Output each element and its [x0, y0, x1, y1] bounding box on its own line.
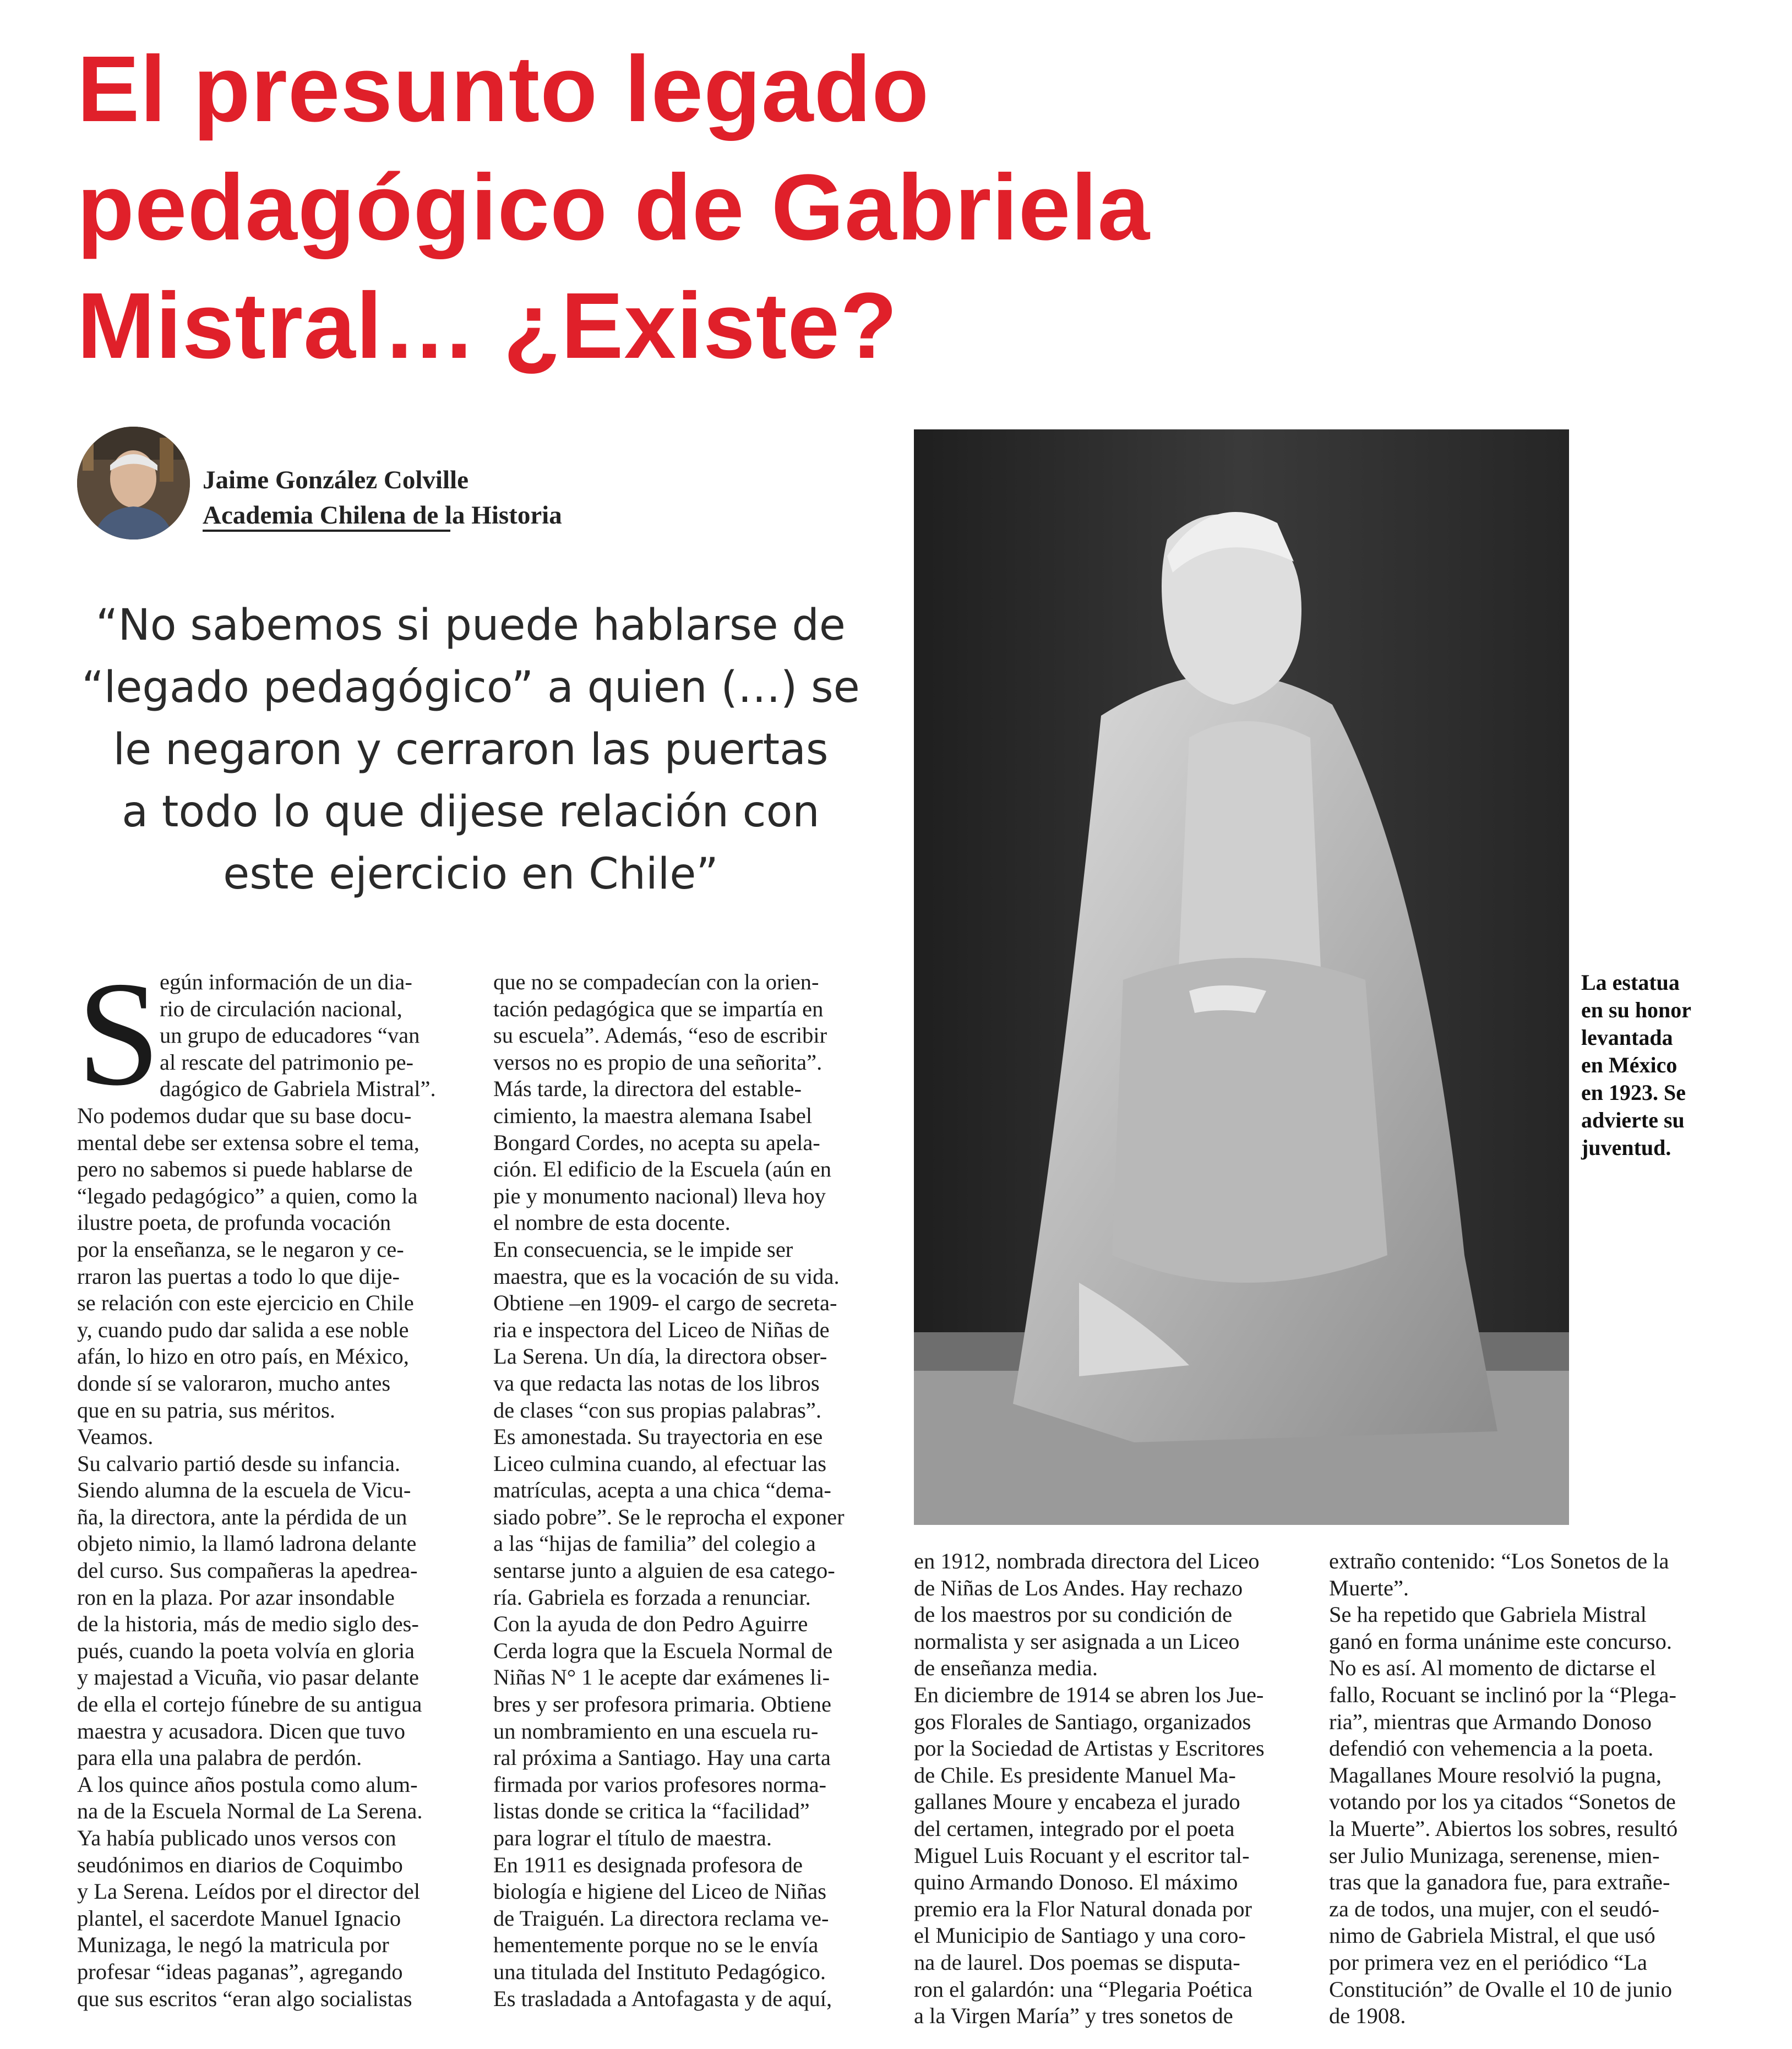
article-line: de ella el cortejo fúnebre de su antigua [77, 1692, 422, 1717]
article-line: Liceo culmina cuando, al efectuar las [493, 1451, 826, 1476]
caption-line: advierte su [1581, 1108, 1685, 1132]
article-line: sentarse junto a alguien de esa catego- [493, 1558, 835, 1583]
article-line: de los maestros por su condición de [914, 1602, 1233, 1627]
article-line: za de todos, una mujer, con el seudó- [1329, 1896, 1660, 1921]
article-line: Niñas N° 1 le acepte dar exámenes li- [493, 1665, 830, 1690]
article-line: un grupo de educadores “van [160, 1023, 420, 1048]
article-line: La Serena. Un día, la directora obser- [493, 1344, 827, 1369]
article-line: En diciembre de 1914 se abren los Jue- [914, 1682, 1264, 1707]
headline [77, 30, 1398, 385]
article-line: pie y monumento nacional) lleva hoy [493, 1183, 826, 1208]
article-line: por la Sociedad de Artistas y Escritores [914, 1736, 1265, 1761]
article-column-1 [77, 969, 471, 2012]
article-line: y majestad a Vicuña, vio pasar delante [77, 1665, 419, 1690]
article-line: y, cuando pudo dar salida a ese noble [77, 1317, 409, 1342]
article-line: No podemos dudar que su base docu- [77, 1103, 412, 1128]
article-line: por primera vez en el periódico “La [1329, 1949, 1647, 1975]
article-line: matrículas, acepta a una chica “dema- [493, 1478, 831, 1503]
article-line: por la enseñanza, se le negaron y ce- [77, 1236, 404, 1262]
article-line: va que redacta las notas de los libros [493, 1370, 820, 1396]
article-line: defendió con vehemencia a la poeta. [1329, 1736, 1654, 1761]
article-line: na de la Escuela Normal de La Serena. [77, 1799, 423, 1824]
article-column-2 [493, 969, 887, 2012]
author-portrait-icon [77, 427, 190, 540]
pull-quote-line: “legado pedagógico” a quien (…) se [81, 663, 860, 712]
article-line: bres y ser profesora primaria. Obtiene [493, 1692, 832, 1717]
article-line: En 1911 es designada profesora de [493, 1852, 803, 1877]
article-line: fallo, Rocuant se inclinó por la “Plega- [1329, 1682, 1676, 1707]
article-line: Cerda logra que la Escuela Normal de [493, 1638, 833, 1663]
article-line: Ya había publicado unos versos con [77, 1825, 396, 1850]
article-line: ria”, mientras que Armando Donoso [1329, 1709, 1652, 1734]
article-line: donde sí se valoraron, mucho antes [77, 1370, 391, 1396]
article-line: maestra, que es la vocación de su vida. [493, 1263, 840, 1289]
pull-quote-line: le negaron y cerraron las puertas [113, 725, 829, 775]
article-line: tación pedagógica que se impartía en [493, 996, 824, 1021]
article-line: biología e higiene del Liceo de Niñas [493, 1879, 827, 1904]
article-line: Es trasladada a Antofagasta y de aquí, [493, 1986, 832, 2011]
article-line: del certamen, integrado por el poeta [914, 1816, 1235, 1841]
article-line: Constitución” de Ovalle el 10 de junio [1329, 1976, 1673, 2002]
article-line: ción. El edificio de la Escuela (aún en [493, 1157, 831, 1182]
article-line: “legado pedagógico” a quien, como la [77, 1183, 418, 1208]
article-line: ron el galardón: una “Plegaria Poética [914, 1976, 1253, 2002]
article-line: listas donde se critica la “facilidad” [493, 1799, 810, 1824]
article-line: Bongard Cordes, no acepta su apela- [493, 1130, 820, 1155]
article-line: el nombre de esta docente. [493, 1210, 731, 1235]
article-line: rio de circulación nacional, [160, 996, 402, 1021]
article-line: seudónimos en diarios de Coquimbo [77, 1852, 403, 1877]
article-line: tras que la ganadora fue, para extrañe- [1329, 1870, 1670, 1895]
article-line: de Chile. Es presidente Manuel Ma- [914, 1762, 1236, 1788]
article-line: Con la ayuda de don Pedro Aguirre [493, 1611, 808, 1637]
article-line: de Niñas de Los Andes. Hay rechazo [914, 1575, 1243, 1600]
headline-line: Mistral… ¿Existe? [77, 274, 898, 378]
article-line: del curso. Sus compañeras la apedrea- [77, 1558, 418, 1583]
article-line: ña, la directora, ante la pérdida de un [77, 1504, 407, 1529]
article-line: ron en la plaza. Por azar insondable [77, 1584, 395, 1610]
headline-line: El presunto legado [77, 37, 930, 141]
article-line: profesar “ideas paganas”, agregando [77, 1959, 403, 1984]
article-line: cimiento, la maestra alemana Isabel [493, 1103, 813, 1128]
pull-quote-line: “No sabemos si puede hablarse de [96, 601, 846, 650]
article-line: Es amonestada. Su trayectoria en ese [493, 1424, 823, 1449]
article-line: versos no es propio de una señorita”. [493, 1049, 823, 1075]
article-line: premio era la Flor Natural donada por [914, 1896, 1252, 1921]
author-name: Jaime González Colville [203, 466, 469, 494]
headline-line: pedagógico de Gabriela [77, 155, 1151, 260]
article-line: votando por los ya citados “Sonetos de [1329, 1789, 1676, 1814]
article-column-3 [914, 1548, 1305, 2030]
caption-line: juventud. [1581, 1135, 1671, 1160]
article-line: maestra y acusadora. Dicen que tuvo [77, 1718, 406, 1743]
article-line: ral próxima a Santiago. Hay una carta [493, 1745, 831, 1770]
article-line: Su calvario partió desde su infancia. [77, 1451, 401, 1476]
article-line: siado pobre”. Se le reprocha el exponer [493, 1504, 845, 1529]
article-line: firmada por varios profesores norma- [493, 1772, 827, 1797]
article-line: rraron las puertas a todo lo que dije- [77, 1263, 400, 1289]
article-line: Obtiene –en 1909- el cargo de secreta- [493, 1290, 837, 1316]
author-avatar [77, 427, 190, 540]
article-line: normalista y ser asignada a un Liceo [914, 1628, 1240, 1654]
article-line: se relación con este ejercicio en Chile [77, 1290, 414, 1316]
article-line: de 1908. [1329, 2003, 1406, 2029]
article-line: pués, cuando la poeta volvía en gloria [77, 1638, 415, 1663]
pull-quote-line: a todo lo que dijese relación con [122, 787, 820, 837]
article-line: nimo de Gabriela Mistral, el que usó [1329, 1923, 1655, 1948]
article-line: a las “hijas de familia” del colegio a [493, 1531, 816, 1556]
article-line: A los quince años postula como alum- [77, 1772, 418, 1797]
article-line: En consecuencia, se le impide ser [493, 1236, 793, 1262]
caption-line: en 1923. Se [1581, 1080, 1686, 1105]
article-line: de Traiguén. La directora reclama ve- [493, 1905, 829, 1931]
article-line: Miguel Luis Rocuant y el escritor tal- [914, 1843, 1250, 1868]
pull-quote-line: este ejercicio en Chile” [223, 849, 718, 899]
article-line: una titulada del Instituto Pedagógico. [493, 1959, 826, 1984]
article-line: Magallanes Moure resolvió la pugna, [1329, 1762, 1662, 1788]
article-line: para lograr el título de maestra. [493, 1825, 772, 1850]
article-line: un nombramiento en una escuela ru- [493, 1718, 819, 1743]
article-line: Veamos. [77, 1424, 154, 1449]
article-line: extraño contenido: “Los Sonetos de la [1329, 1549, 1669, 1573]
article-line: el Municipio de Santiago y una coro- [914, 1923, 1246, 1948]
article-line: plantel, el sacerdote Manuel Ignacio [77, 1905, 401, 1931]
article-line: egún información de un dia- [160, 969, 412, 994]
article-line: Muerte”. [1329, 1575, 1409, 1600]
article-line: Más tarde, la directora del estable- [493, 1076, 802, 1102]
article-line: y La Serena. Leídos por el director del [77, 1879, 421, 1904]
article-line: Se ha repetido que Gabriela Mistral [1329, 1602, 1647, 1627]
statue-photo [914, 429, 1569, 1525]
article-line: ilustre poeta, de profunda vocación [77, 1210, 391, 1235]
article-line: su escuela”. Además, “eso de escribir [493, 1023, 827, 1048]
article-line: hementemente porque no se le envía [493, 1932, 819, 1958]
article-line: afán, lo hizo en otro país, en México, [77, 1344, 409, 1369]
article-line: quino Armando Donoso. El máximo [914, 1870, 1238, 1895]
article-line: mental debe ser extensa sobre el tema, [77, 1130, 420, 1155]
article-line: al rescate del patrimonio pe- [160, 1049, 414, 1075]
article-line: gos Florales de Santiago, organizados [914, 1709, 1251, 1734]
article-line: ria e inspectora del Liceo de Niñas de [493, 1317, 830, 1342]
article-line: de enseñanza media. [914, 1655, 1098, 1681]
article-line: objeto nimio, la llamó ladrona delante [77, 1531, 417, 1556]
article-line: que en su patria, sus méritos. [77, 1397, 336, 1423]
article-line: gallanes Moure y encabeza el jurado [914, 1789, 1240, 1814]
caption-line: en su honor [1581, 998, 1692, 1022]
statue-image [914, 429, 1569, 1525]
drop-cap: S [77, 951, 161, 1116]
caption-line: en México [1581, 1053, 1677, 1077]
article-line: ser Julio Munizaga, serenense, mien- [1329, 1843, 1660, 1868]
article-line: en 1912, nombrada directora del Liceo [914, 1549, 1260, 1573]
article-line: de la historia, más de medio siglo des- [77, 1611, 419, 1637]
article-line: que sus escritos “eran algo socialistas [77, 1986, 412, 2011]
caption-line: La estatua [1581, 970, 1680, 995]
article-line: pero no sabemos si puede hablarse de [77, 1157, 413, 1182]
author-underline [203, 530, 450, 532]
article-line: de clases “con sus propias palabras”. [493, 1397, 822, 1423]
article-line: ría. Gabriela es forzada a renunciar. [493, 1584, 811, 1610]
author-affiliation: Academia Chilena de la Historia [203, 501, 562, 530]
article-line: dagógico de Gabriela Mistral”. [160, 1076, 436, 1102]
article-line: na de laurel. Dos poemas se disputa- [914, 1949, 1240, 1975]
caption-line: levantada [1581, 1025, 1673, 1050]
article-line: Siendo alumna de la escuela de Vicu- [77, 1478, 411, 1503]
article-line: No es así. Al momento de dictarse el [1329, 1655, 1656, 1681]
article-line: la Muerte”. Abiertos los sobres, resultó [1329, 1816, 1678, 1841]
article-line: a la Virgen María” y tres sonetos de [914, 2003, 1233, 2029]
photo-caption [1581, 969, 1724, 1162]
pull-quote [77, 595, 864, 906]
article-line: Munizaga, le negó la matricula por [77, 1932, 389, 1958]
article-line: para ella una palabra de perdón. [77, 1745, 362, 1770]
article-line: ganó en forma unánime este concurso. [1329, 1628, 1673, 1654]
author-byline [203, 462, 562, 533]
article-line: que no se compadecían con la orien- [493, 969, 819, 994]
article-column-4 [1329, 1548, 1725, 2030]
